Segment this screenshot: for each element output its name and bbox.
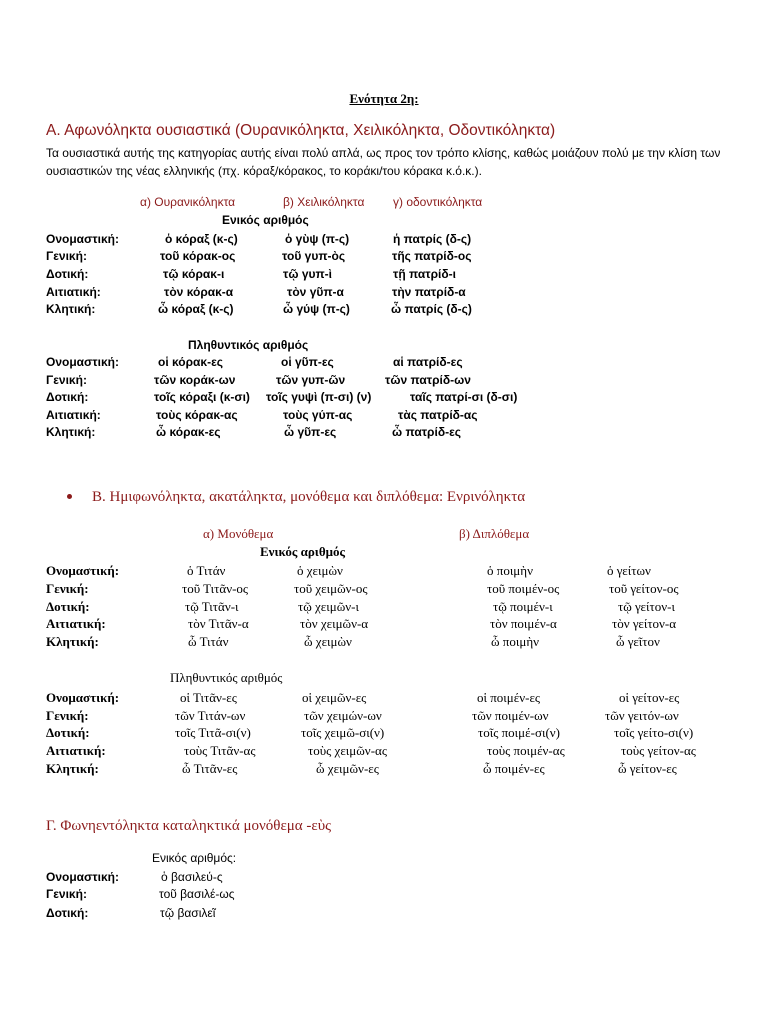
section-a-heading: Α. Αφωνόληκτα ουσιαστικά (Ουρανικόληκτα, Χειλικόληκτα, Οδοντικόληκτα) xyxy=(46,122,556,139)
case-label: Ονομαστική: xyxy=(46,690,120,705)
section-a-plural-label: Πληθυντικός αριθμός xyxy=(188,338,309,352)
form-cell: τῶν γυπ-ῶν xyxy=(276,373,346,387)
form-cell: οἱ ποιμέν-ες xyxy=(477,690,541,705)
case-label: Κλητική: xyxy=(46,302,96,316)
form-cell: τοὺς Τιτᾶν-ας xyxy=(184,743,256,758)
table-row xyxy=(0,231,768,248)
section-a-singular-label: Ενικός αριθμός xyxy=(222,213,309,227)
case-label: Γενική: xyxy=(46,708,89,723)
form-cell: τῶν πατρίδ-ων xyxy=(385,373,471,387)
table-row xyxy=(0,372,768,389)
section-c-singular-label: Ενικός αριθμός: xyxy=(152,851,237,865)
form-cell: τοὺς γύπ-ας xyxy=(283,408,353,422)
case-label: Δοτική: xyxy=(46,267,89,281)
table-row xyxy=(0,389,768,406)
form-cell: οἱ Τιτᾶν-ες xyxy=(180,690,237,705)
case-label: Γενική: xyxy=(46,373,87,387)
form-cell: ὁ γὺψ (π-ς) xyxy=(285,232,350,246)
form-cell: ὦ γεῖτον xyxy=(616,634,660,649)
form-cell: τὴν πατρίδ-α xyxy=(392,285,466,299)
col-header-monothema: α) Μονόθεμα xyxy=(203,526,274,541)
form-cell: τοῦ χειμῶν-ος xyxy=(294,581,368,596)
table-row xyxy=(0,707,768,724)
section-a-intro: Τα ουσιαστικά αυτής της κατηγορίας αυτής είναι πολύ απλά, ως προς τον τρόπο κλίσης, καθώς μοιάζουν πολύ με την κλίση των ουσιαστικών της νέας ελληνικής (πχ. κόραξ/κόρακος, το κοράκι/του κόρακα κ.ό.κ.). xyxy=(46,146,721,178)
section-b-heading: Β. Ημιφωνόληκτα, ακατάληκτα, μονόθεμα και διπλόθεμα: Ενρινόληκτα xyxy=(92,489,526,505)
table-row xyxy=(0,724,768,741)
form-cell: τῶν γειτόν-ων xyxy=(605,708,679,723)
table-row xyxy=(0,407,768,424)
table-row xyxy=(0,284,768,301)
form-cell: οἱ γείτον-ες xyxy=(619,690,680,705)
col-header-ouranikolikta: α) Ουρανικόληκτα xyxy=(140,195,236,209)
form-cell: τοὺς ποιμέν-ας xyxy=(487,743,565,758)
table-row xyxy=(0,248,768,265)
form-cell: τοὺς γείτον-ας xyxy=(621,743,696,758)
form-cell: τοῦ βασιλέ-ως xyxy=(159,887,235,901)
form-cell: ὁ ποιμὴν xyxy=(487,563,533,578)
form-cell: τῷ Τιτᾶν-ι xyxy=(185,599,239,614)
form-cell: ὦ Τιτᾶν-ες xyxy=(182,761,238,776)
page-title: Ενότητα 2η: xyxy=(349,91,419,106)
table-row xyxy=(0,266,768,283)
form-cell: οἱ χειμῶν-ες xyxy=(302,690,367,705)
form-cell: τῶν χειμών-ων xyxy=(304,708,382,723)
col-header-odontikolikta: γ) οδοντικόληκτα xyxy=(393,195,483,209)
case-label: Κλητική: xyxy=(46,425,96,439)
form-cell: τοῖς ποιμέ-σι(ν) xyxy=(478,725,560,740)
table-row xyxy=(0,615,768,632)
form-cell: τοῦ κόρακ-ος xyxy=(160,249,236,263)
col-header-diplothema: β) Διπλόθεμα xyxy=(459,526,530,541)
case-label: Ονομαστική: xyxy=(46,870,119,884)
table-row xyxy=(0,598,768,615)
case-label: Ονομαστική: xyxy=(46,355,119,369)
table-row xyxy=(0,869,768,886)
case-label: Ονομαστική: xyxy=(46,563,120,578)
form-cell: αἱ πατρίδ-ες xyxy=(393,355,463,369)
form-cell: τὸν κόρακ-α xyxy=(164,285,234,299)
case-label: Δοτική: xyxy=(46,725,90,740)
form-cell: ὁ βασιλεύ-ς xyxy=(161,870,223,884)
table-row xyxy=(0,301,768,318)
form-cell: οἱ κόρακ-ες xyxy=(158,355,224,369)
form-cell: τοῦ Τιτᾶν-ος xyxy=(182,581,249,596)
case-label: Κλητική: xyxy=(46,761,99,776)
form-cell: τῷ ποιμέν-ι xyxy=(493,599,553,614)
form-cell: ὦ χειμῶν-ες xyxy=(316,761,379,776)
form-cell: τοῦ γείτον-ος xyxy=(609,581,679,596)
form-cell: ὦ γῦπ-ες xyxy=(284,425,337,439)
table-row xyxy=(0,760,768,777)
case-label: Ονομαστική: xyxy=(46,232,119,246)
form-cell: ὦ γείτον-ες xyxy=(618,761,677,776)
form-cell: τῶν ποιμέν-ων xyxy=(472,708,549,723)
case-label: Δοτική: xyxy=(46,599,90,614)
form-cell: ταῖς πατρί-σι (δ-σι) xyxy=(410,390,518,404)
form-cell: ὁ Τιτάν xyxy=(187,563,226,578)
form-cell: τὰς πατρίδ-ας xyxy=(398,408,478,422)
form-cell: τοῖς κόραξι (κ-σι) xyxy=(154,390,250,404)
form-cell: ἡ πατρίς (δ-ς) xyxy=(393,232,472,246)
form-cell: τοὺς χειμῶν-ας xyxy=(308,743,387,758)
form-cell: ὦ ποιμὴν xyxy=(491,634,540,649)
case-label: Δοτική: xyxy=(46,906,89,920)
table-row xyxy=(0,886,768,903)
form-cell: τῷ γυπ-ὶ xyxy=(283,267,333,281)
table-row xyxy=(0,580,768,597)
form-cell: τοῖς Τιτᾶ-σι(ν) xyxy=(175,725,251,740)
form-cell: τῶν κοράκ-ων xyxy=(154,373,236,387)
form-cell: τῷ χειμῶν-ι xyxy=(298,599,359,614)
form-cell: τῇ πατρίδ-ι xyxy=(393,267,456,281)
form-cell: τὸν γῦπ-α xyxy=(287,285,344,299)
form-cell: τοῦ ποιμέν-ος xyxy=(487,581,560,596)
form-cell: τοῖς γυψὶ (π-σι) (ν) xyxy=(266,390,372,404)
table-row xyxy=(0,633,768,650)
form-cell: τῷ κόρακ-ι xyxy=(163,267,225,281)
form-cell: ὦ χειμὼν xyxy=(304,634,352,649)
table-row xyxy=(0,562,768,579)
bullet-icon xyxy=(67,494,72,499)
form-cell: ὦ κόρακ-ες xyxy=(156,425,221,439)
form-cell: τῷ βασιλεῖ xyxy=(160,906,216,920)
form-cell: ὦ κόραξ (κ-ς) xyxy=(158,302,234,316)
form-cell: τοὺς κόρακ-ας xyxy=(156,408,238,422)
case-label: Αιτιατική: xyxy=(46,616,106,631)
form-cell: τὸν Τιτᾶν-α xyxy=(188,616,249,631)
form-cell: ὁ κόραξ (κ-ς) xyxy=(165,232,238,246)
table-row xyxy=(0,424,768,441)
form-cell: τοῖς χειμῶ-σι(ν) xyxy=(301,725,385,740)
case-label: Γενική: xyxy=(46,249,87,263)
table-row xyxy=(0,905,768,922)
form-cell: ὦ γύψ (π-ς) xyxy=(283,302,350,316)
form-cell: τοῖς γείτο-σι(ν) xyxy=(614,725,694,740)
section-b-plural-label: Πληθυντικός αριθμός xyxy=(170,670,283,685)
case-label: Αιτιατική: xyxy=(46,408,101,422)
form-cell: ὦ Τιτάν xyxy=(188,634,229,649)
form-cell: τῆς πατρίδ-ος xyxy=(392,249,472,263)
case-label: Κλητική: xyxy=(46,634,99,649)
form-cell: ὦ πατρίδ-ες xyxy=(392,425,462,439)
form-cell: τὸν ποιμέν-α xyxy=(490,616,557,631)
form-cell: ὁ χειμὼν xyxy=(297,563,343,578)
table-row xyxy=(0,742,768,759)
form-cell: τὸν χειμῶν-α xyxy=(300,616,369,631)
case-label: Γενική: xyxy=(46,581,89,596)
form-cell: τοῦ γυπ-ὸς xyxy=(282,249,346,263)
form-cell: ὦ ποιμέν-ες xyxy=(483,761,545,776)
section-b-singular-label: Ενικός αριθμός xyxy=(260,544,345,559)
col-header-xeilikolikta: β) Χειλικόληκτα xyxy=(283,195,365,209)
form-cell: οἱ γῦπ-ες xyxy=(281,355,334,369)
form-cell: ὦ πατρίς (δ-ς) xyxy=(391,302,472,316)
table-row xyxy=(0,354,768,371)
case-label: Γενική: xyxy=(46,887,87,901)
form-cell: ὁ γείτων xyxy=(607,563,651,578)
form-cell: τῶν Τιτάν-ων xyxy=(175,708,246,723)
case-label: Δοτική: xyxy=(46,390,89,404)
form-cell: τὸν γείτον-α xyxy=(612,616,677,631)
case-label: Αιτιατική: xyxy=(46,285,101,299)
section-c-heading: Γ. Φωνηεντόληκτα καταληκτικά μονόθεμα -εὺς xyxy=(46,818,332,834)
table-row xyxy=(0,689,768,706)
form-cell: τῷ γείτον-ι xyxy=(618,599,675,614)
case-label: Αιτιατική: xyxy=(46,743,106,758)
